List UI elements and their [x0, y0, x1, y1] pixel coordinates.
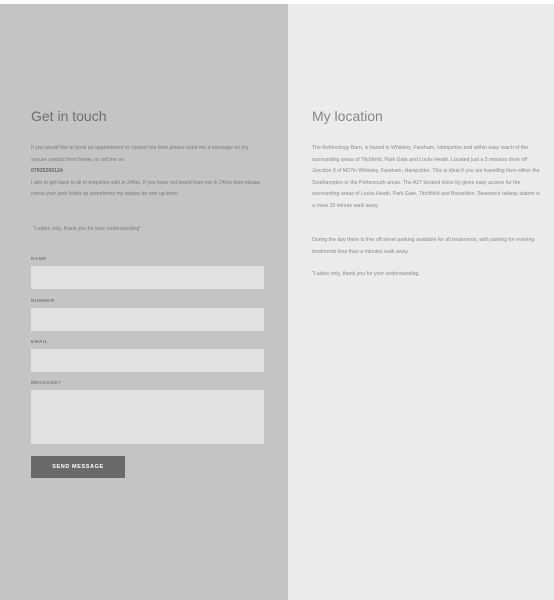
email-label: EMAIL: [31, 340, 48, 345]
contact-phone[interactable]: 07935205124: [31, 168, 63, 174]
location-panel: [288, 4, 554, 600]
message-textarea[interactable]: [31, 390, 264, 444]
name-input[interactable]: [31, 266, 264, 289]
number-label: NUMBER: [31, 299, 55, 304]
location-title: My location: [312, 108, 383, 124]
contact-title: Get in touch: [31, 108, 107, 124]
contact-reply-note: I aim to get back to all in enquiries with in 24hrs. If you have not heard from me in 24hrs then please check your junk folder as sometimes my replies do end up there.: [31, 179, 261, 197]
message-label: MESSAGE?: [31, 381, 62, 386]
location-description: The Reflexology Barn, is based in Whiteley, Fareham, Hampshire and within easy reach of the surrounding areas of Titchfield, Park Gate and Locks Heath. Located just a 5 minutes drive off Junction 9 of M27in Whiteley, Fareham, Hampshire. This is ideal if you are travelling from either the Southampton or the Portsmouth areas. The A27 located close by gives easy access for the surrounding areas of Locks Heath, Park Gate, Titchfield and Burseldon. Swanwick railway station is a mere 20 minute walk away.: [312, 145, 540, 209]
ladies-only-note: "Ladies only, thank you for your understanding": [33, 226, 142, 232]
email-input[interactable]: [31, 349, 264, 372]
contact-intro: If you would like to book an appointment or contact me then please send me a message on my secure contact form below, or call me on: [31, 145, 249, 163]
contact-panel: [0, 4, 288, 600]
send-message-button[interactable]: SEND MESSAGE: [31, 456, 125, 478]
name-label: NAME: [31, 257, 47, 262]
parking-info: During the day there is free off street parking available for all treatments, with parking for evening treatments less than a minutes walk away.: [312, 237, 535, 255]
page: [0, 4, 554, 600]
contact-intro-block: [31, 143, 263, 201]
location-ladies-note: "Ladies only, thank you for your understanding.: [312, 271, 420, 277]
number-input[interactable]: [31, 308, 264, 331]
